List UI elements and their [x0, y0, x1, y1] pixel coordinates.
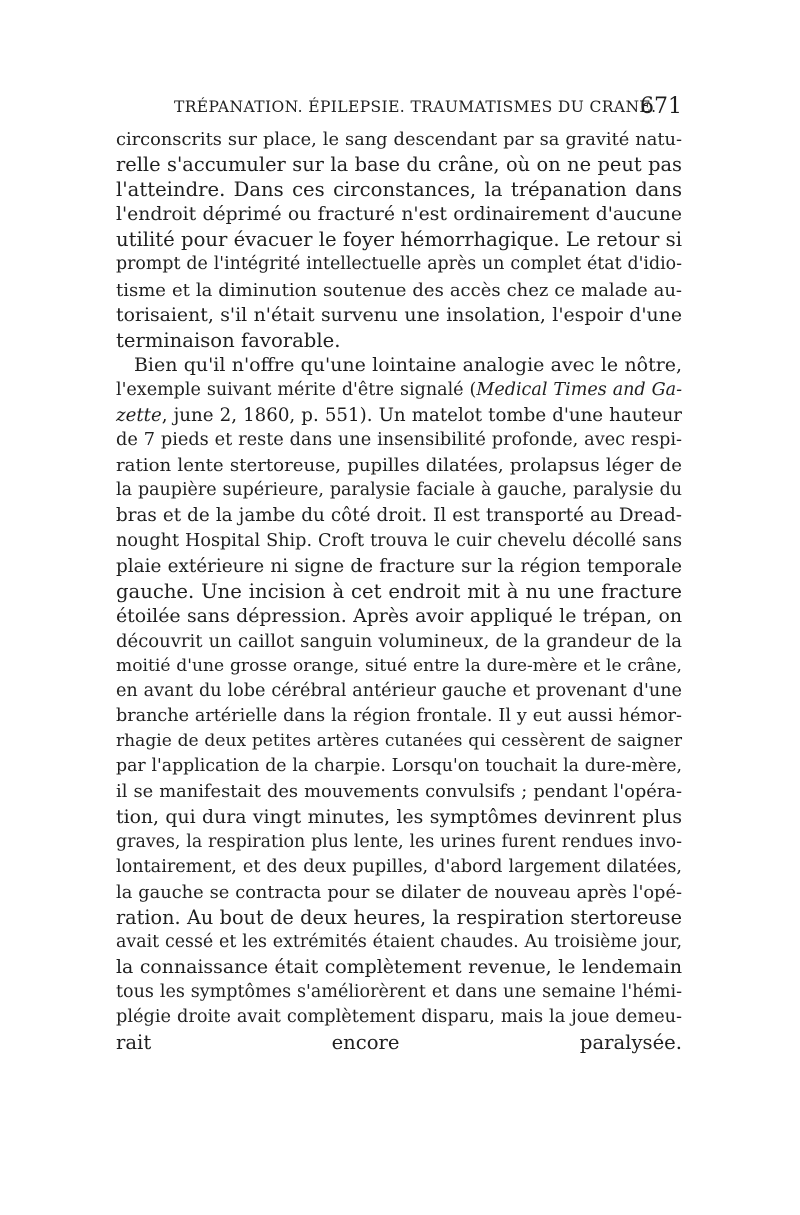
text-line: tisme et la diminution soutenue des accès chez ce malade au- — [116, 279, 682, 301]
text-line: rhagie de deux petites artères cutanées qui cessèrent de saigner — [116, 731, 682, 752]
text-line: découvrit un caillot sanguin volumineux, de la grandeur de la — [116, 630, 682, 652]
running-title: TRÉPANATION. ÉPILEPSIE. TRAUMATISMES DU CRANE. — [174, 98, 657, 116]
text-line: ration. Au bout de deux heures, la respiration stertoreuse — [116, 905, 682, 929]
text-line: il se manifestait des mouvements convulsifs ; pendant l'opéra- — [116, 781, 682, 803]
text-line: l'atteindre. Dans ces circonstances, la trépanation dans — [116, 178, 682, 202]
text-line: de 7 pieds et reste dans une insensibilité profonde, avec respi- — [116, 430, 682, 451]
text-line: étoilée sans dépression. Après avoir appliqué le trépan, on — [116, 604, 682, 627]
text-line: gauche. Une incision à cet endroit mit à nu une fracture — [116, 579, 682, 603]
text-line: avait cessé et les extrémités étaient chaudes. Au troisième jour, — [116, 932, 682, 952]
body-text — [116, 127, 682, 1081]
text-line: utilité pour évacuer le foyer hémorrhagique. Le retour si — [116, 228, 682, 252]
page-number: 671 — [640, 94, 682, 119]
paragraph-2 — [116, 353, 682, 1081]
text-line: l'endroit déprimé ou fracturé n'est ordinairement d'aucune — [116, 204, 682, 226]
text-line: moitié d'une grosse orange, situé entre la dure-mère et le crâne, — [116, 655, 682, 676]
text-line: tion, qui dura vingt minutes, les symptômes devinrent plus — [116, 806, 682, 828]
text-line — [116, 1055, 682, 1080]
text-line: rait encore paralysée. — [116, 1031, 682, 1055]
text-line: terminaison favorable. — [116, 328, 341, 352]
text-line: prompt de l'intégrité intellectuelle après un complet état d'idio- — [116, 254, 682, 275]
text-line: branche artérielle dans la région frontale. Il y eut aussi hémor- — [116, 706, 682, 727]
text-line: la paupière supérieure, paralysie faciale à gauche, paralysie du — [116, 480, 682, 501]
text-line: plaie extérieure ni signe de fracture sur la région temporale — [116, 555, 682, 577]
journal-conjunction: and — [612, 379, 646, 400]
text-line: par l'application de la charpie. Lorsqu'on touchait la dure-mère, — [116, 756, 682, 777]
text-line: plégie droite avait complètement disparu, mais la joue demeu- — [116, 1007, 682, 1028]
paragraph-1 — [116, 127, 682, 353]
text-line: tous les symptômes s'améliorèrent et dans une semaine l'hémi- — [116, 982, 682, 1003]
text-line: en avant du lobe cérébral antérieur gauche et provenant d'une — [116, 681, 682, 702]
text-line: la connaissance était complètement revenue, le lendemain — [116, 956, 682, 979]
journal-title: Medical Times — [476, 379, 607, 400]
text-line: ration lente stertoreuse, pupilles dilatées, prolapsus léger de — [116, 455, 682, 477]
text-line: graves, la respiration plus lente, les urines furent rendues invo- — [116, 831, 682, 852]
text-line-with-citation — [116, 378, 682, 403]
text-segment: , june 2, 1860, p. 551). Un matelot tombe d'une hauteur — [161, 405, 682, 427]
text-line: la gauche se contracta pour se dilater de nouveau après l'opé- — [116, 881, 682, 903]
text-line: bras et de la jambe du côté droit. Il est transporté au Dread- — [116, 505, 682, 527]
text-line-with-citation — [116, 403, 682, 428]
text-line: lontairement, et des deux pupilles, d'abord largement dilatées, — [116, 856, 682, 877]
text-line: circonscrits sur place, le sang descendant par sa gravité natu- — [116, 129, 682, 150]
journal-title-end: zette — [116, 405, 162, 427]
text-line: relle s'accumuler sur la base du crâne, où on ne peut pas — [116, 153, 682, 177]
text-segment: l'exemple suivant mérite d'être signalé ( — [116, 379, 477, 400]
text-line: torisaient, s'il n'était survenu une insolation, l'espoir d'une — [116, 303, 682, 326]
text-line: Bien qu'il n'offre qu'une lointaine analogie avec le nôtre, — [134, 353, 682, 376]
running-head — [116, 94, 682, 122]
text-line: nought Hospital Ship. Croft trouva le cuir chevelu décollé sans — [116, 530, 682, 551]
journal-title-tail: Ga- — [645, 379, 683, 400]
